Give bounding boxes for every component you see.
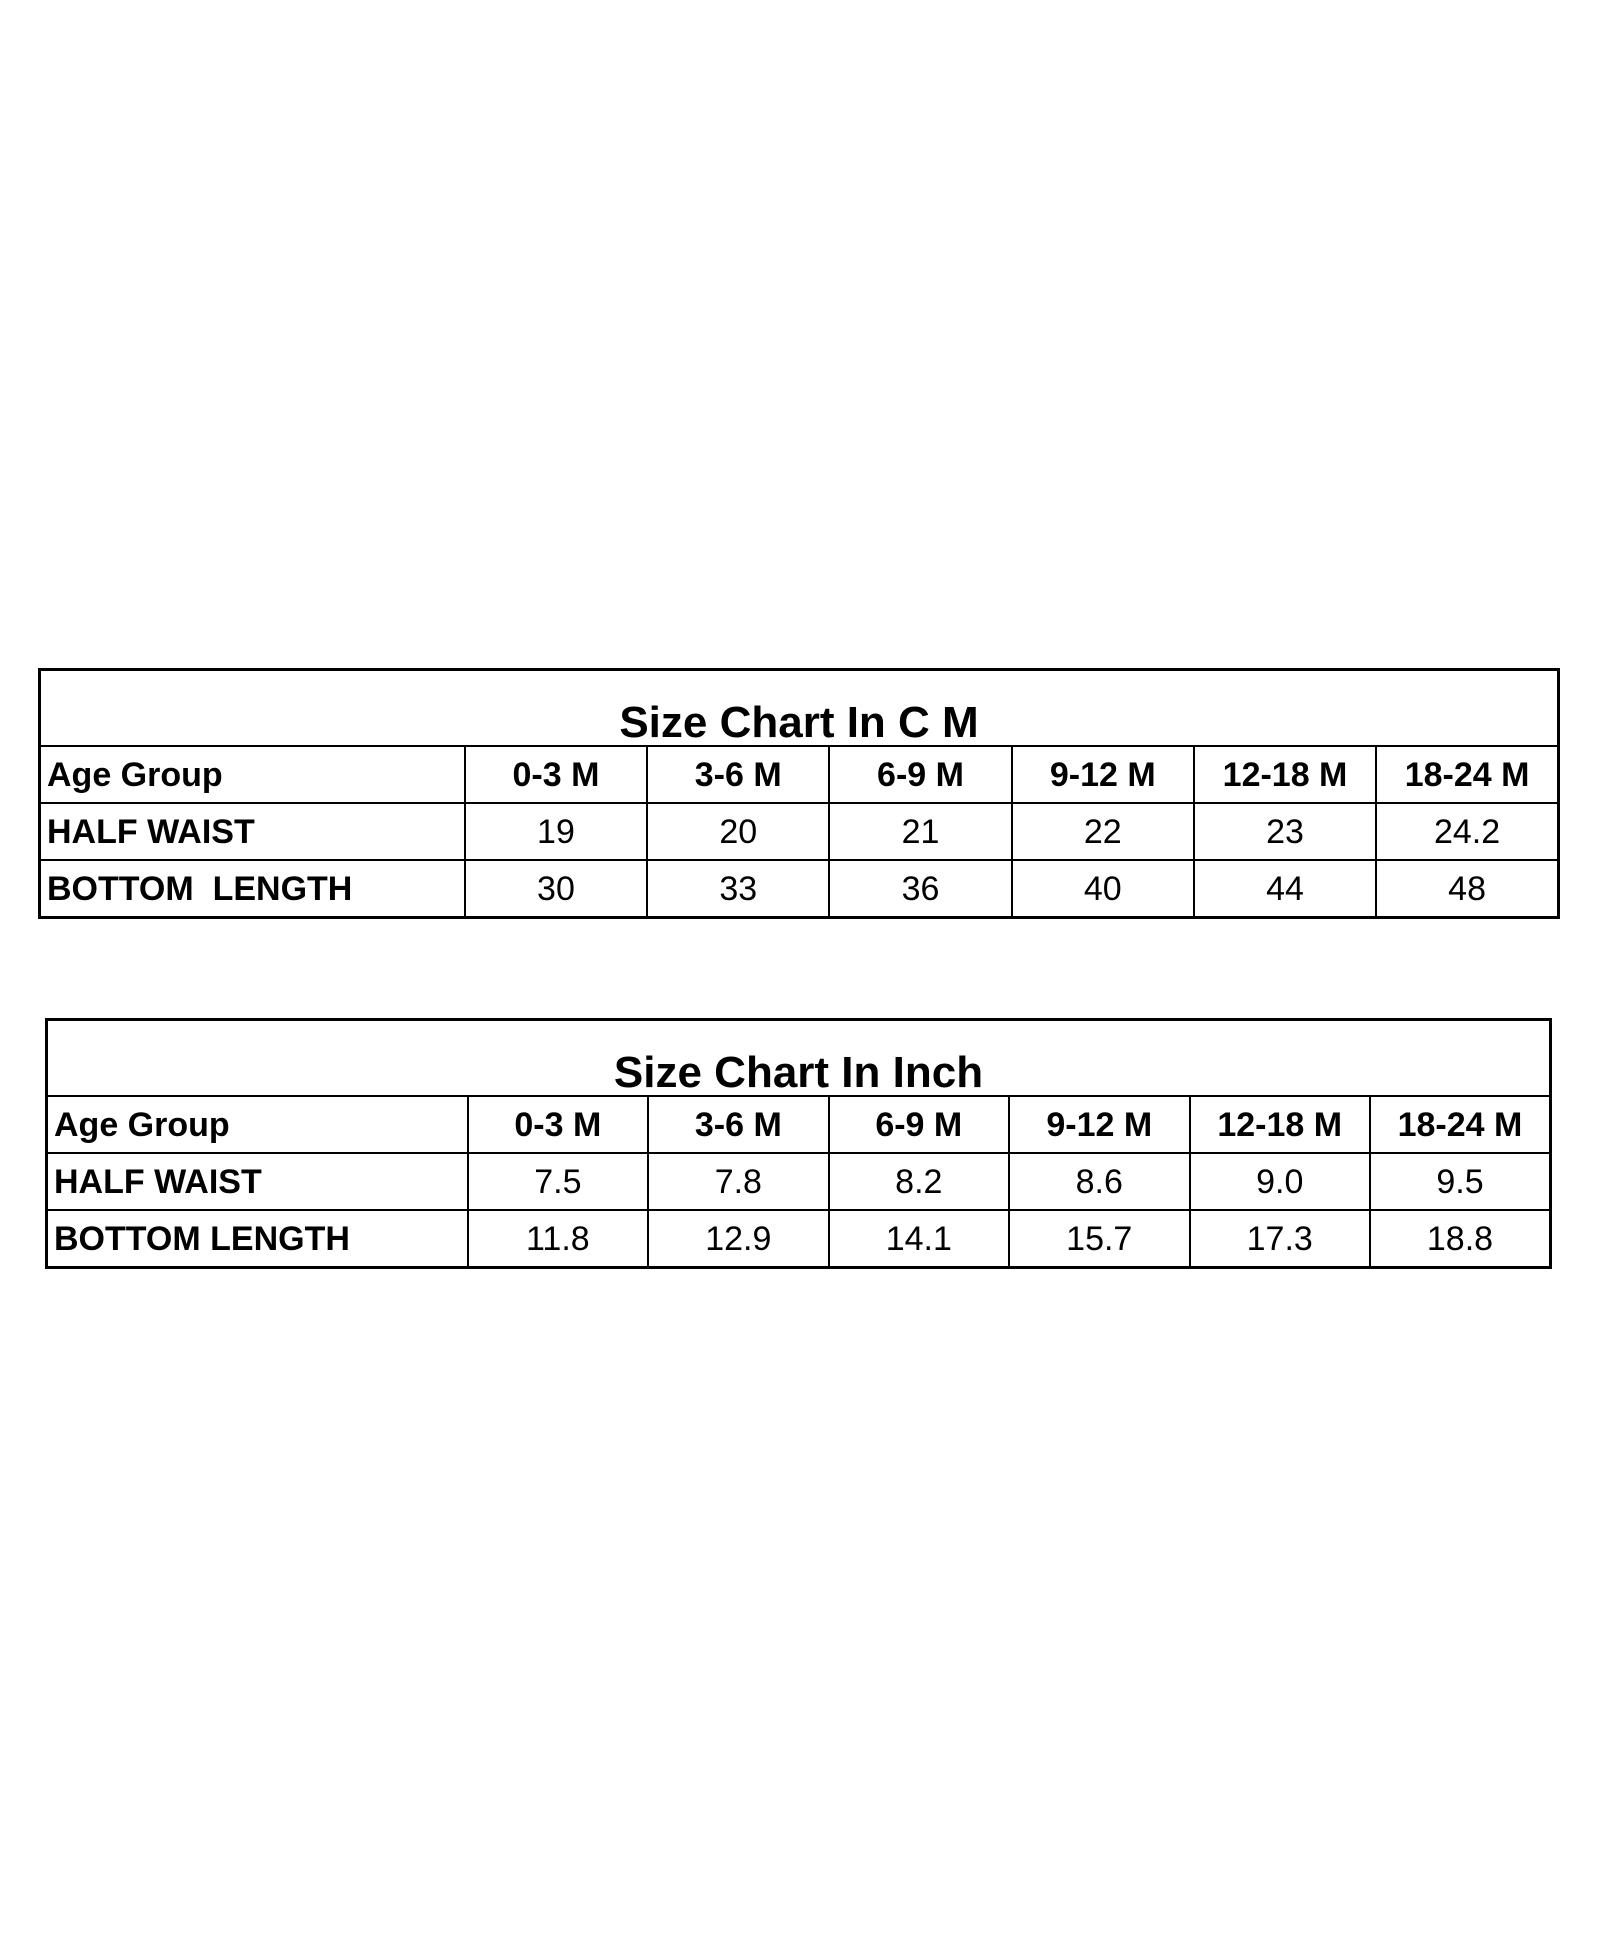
table-cell: 36 <box>829 860 1011 918</box>
table-cell: 22 <box>1012 803 1194 860</box>
age-group-header: 6-9 M <box>829 746 1011 803</box>
row-label-half-waist: HALF WAIST <box>47 1153 468 1210</box>
age-group-header: 12-18 M <box>1194 746 1376 803</box>
table-cell: 17.3 <box>1190 1210 1370 1268</box>
table-cell: 48 <box>1376 860 1558 918</box>
age-group-label: Age Group <box>40 746 465 803</box>
age-group-header: 0-3 M <box>465 746 647 803</box>
table-cell: 8.2 <box>829 1153 1009 1210</box>
table-cell: 33 <box>647 860 829 918</box>
table-cell: 24.2 <box>1376 803 1558 860</box>
table-cell: 18.8 <box>1370 1210 1551 1268</box>
table-row <box>40 803 1559 860</box>
table-cell: 9.0 <box>1190 1153 1370 1210</box>
table-cell: 19 <box>465 803 647 860</box>
row-label-bottom-length: BOTTOM LENGTH <box>47 1210 468 1268</box>
size-chart-cm-table <box>38 668 1560 919</box>
table-cell: 14.1 <box>829 1210 1009 1268</box>
age-group-header: 9-12 M <box>1009 1096 1189 1153</box>
age-group-header: 6-9 M <box>829 1096 1009 1153</box>
table-title-row <box>47 1020 1551 1097</box>
table-cell: 44 <box>1194 860 1376 918</box>
age-group-header: 18-24 M <box>1370 1096 1551 1153</box>
table-cell: 12.9 <box>648 1210 828 1268</box>
table-row <box>47 1210 1551 1268</box>
table-title: Size Chart In Inch <box>47 1020 1551 1097</box>
row-label-half-waist: HALF WAIST <box>40 803 465 860</box>
table-title: Size Chart In C M <box>40 670 1559 747</box>
age-group-header: 0-3 M <box>468 1096 648 1153</box>
table-cell: 11.8 <box>468 1210 648 1268</box>
table-cell: 7.8 <box>648 1153 828 1210</box>
table-cell: 21 <box>829 803 1011 860</box>
age-group-header: 18-24 M <box>1376 746 1558 803</box>
table-cell: 9.5 <box>1370 1153 1551 1210</box>
table-cell: 23 <box>1194 803 1376 860</box>
table-cell: 7.5 <box>468 1153 648 1210</box>
age-group-header: 3-6 M <box>648 1096 828 1153</box>
table-cell: 8.6 <box>1009 1153 1189 1210</box>
table-title-row <box>40 670 1559 747</box>
table-row <box>40 860 1559 918</box>
table-cell: 30 <box>465 860 647 918</box>
table-cell: 20 <box>647 803 829 860</box>
table-row <box>47 1153 1551 1210</box>
table-header-row <box>40 746 1559 803</box>
row-label-bottom-length: BOTTOM LENGTH <box>40 860 465 918</box>
table-cell: 40 <box>1012 860 1194 918</box>
age-group-header: 3-6 M <box>647 746 829 803</box>
age-group-header: 12-18 M <box>1190 1096 1370 1153</box>
table-header-row <box>47 1096 1551 1153</box>
size-chart-inch-table <box>45 1018 1552 1269</box>
age-group-label: Age Group <box>47 1096 468 1153</box>
table-cell: 15.7 <box>1009 1210 1189 1268</box>
age-group-header: 9-12 M <box>1012 746 1194 803</box>
